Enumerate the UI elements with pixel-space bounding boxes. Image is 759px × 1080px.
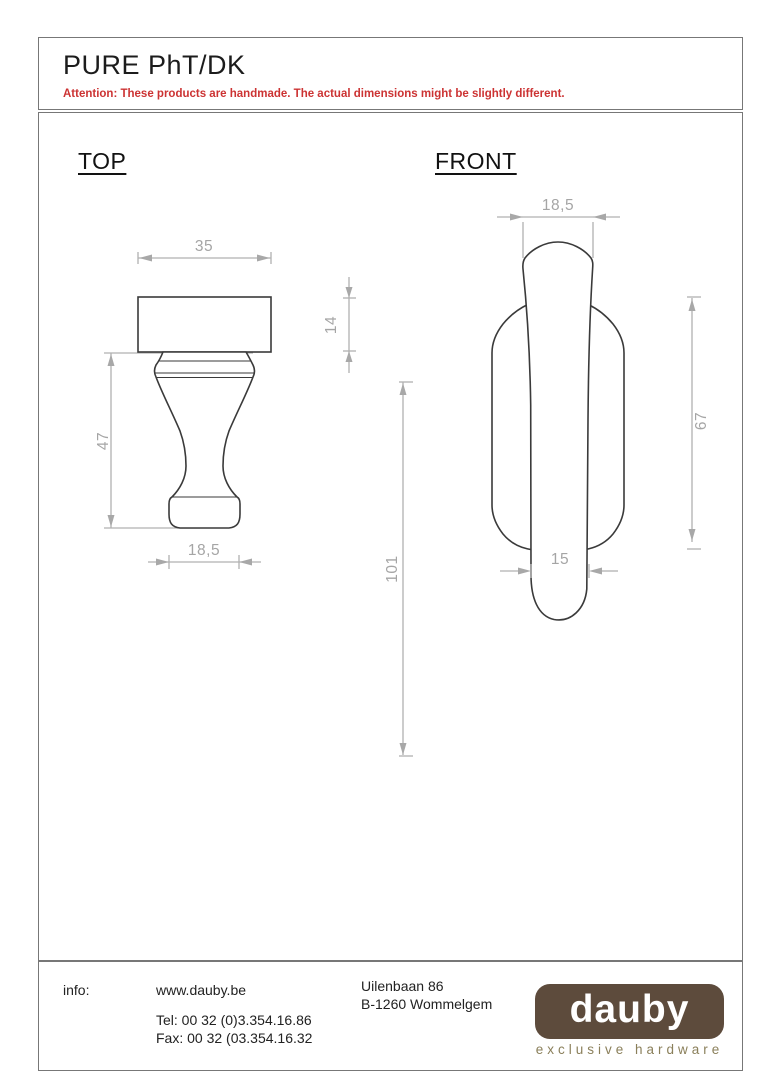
arrowhead <box>257 255 270 262</box>
dimension-total-length <box>384 382 413 756</box>
arrowhead <box>400 383 407 395</box>
dauby-logo <box>535 984 724 1039</box>
arrowhead <box>689 299 696 311</box>
info-label: info: <box>63 982 90 998</box>
technical-drawing <box>39 113 742 960</box>
address-city: B-1260 Wommelgem <box>361 996 493 1012</box>
dimension-value: 101 <box>384 555 401 583</box>
dimension-value: 67 <box>693 411 710 431</box>
front-view-label: FRONT <box>435 148 517 174</box>
top-view-drawing <box>95 238 356 569</box>
dimension-plate-height <box>687 297 710 549</box>
page-title: PURE PhT/DK <box>63 50 246 80</box>
dauby-logo-text: dauby <box>569 988 690 1031</box>
handmade-warning: Attention: These products are handmade. The actual dimensions might be slightly different. <box>63 88 565 100</box>
arrowhead <box>510 214 523 221</box>
header-panel <box>38 37 743 110</box>
dimension-value: 14 <box>323 315 340 335</box>
arrowhead <box>593 214 606 221</box>
arrowhead <box>139 255 152 262</box>
dauby-logo-tagline: exclusive hardware <box>535 1042 724 1057</box>
dimension-value: 47 <box>95 431 112 451</box>
dimension-value: 18,5 <box>541 197 575 214</box>
fax: Fax: 00 32 (03.354.16.32 <box>156 1030 313 1046</box>
arrowhead <box>346 351 353 362</box>
website-link[interactable]: www.dauby.be <box>156 982 247 998</box>
arrowhead <box>518 568 531 575</box>
address-street: Uilenbaan 86 <box>361 978 444 994</box>
arrowhead <box>689 529 696 541</box>
dimension-foot-width <box>148 542 261 569</box>
knob-body-outline <box>155 352 255 528</box>
dimension-head-height <box>323 277 356 373</box>
drawing-panel <box>38 112 743 961</box>
arrowhead <box>239 559 252 566</box>
telephone: Tel: 00 32 (0)3.354.16.86 <box>156 1012 312 1028</box>
dimension-value: 18,5 <box>187 542 221 559</box>
arrowhead <box>400 743 407 755</box>
arrowhead <box>156 559 169 566</box>
dimension-value: 35 <box>194 238 214 255</box>
dimension-value: 15 <box>550 551 570 568</box>
arrowhead <box>108 515 115 527</box>
dimension-head-width <box>138 238 271 264</box>
top-view-label: TOP <box>78 148 127 174</box>
arrowhead <box>346 287 353 298</box>
knob-head-outline <box>138 297 271 352</box>
arrowhead <box>589 568 602 575</box>
dimension-body-height <box>95 353 115 528</box>
arrowhead <box>108 354 115 366</box>
front-view-drawing <box>384 197 710 756</box>
footer-panel <box>38 961 743 1071</box>
